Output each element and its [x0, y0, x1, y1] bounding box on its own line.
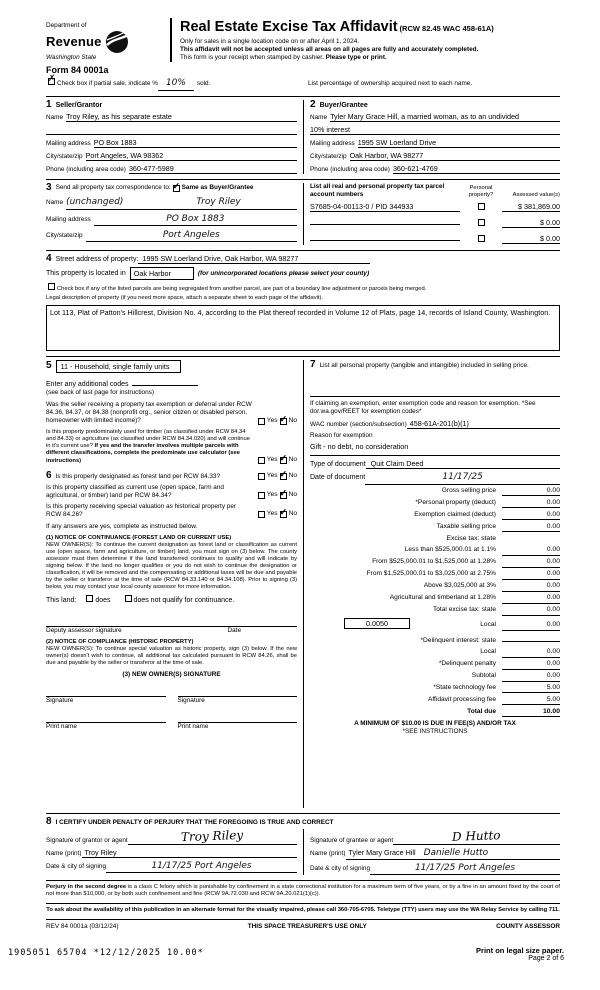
header-note-3-bold: Please type or print. [325, 54, 387, 62]
buyer-city-field: Oak Harbor, WA 98277 [350, 151, 560, 161]
tax-row-value: 0.00 [502, 570, 560, 579]
notice-compliance-heading: (2) NOTICE OF COMPLIANCE (HISTORIC PROPERTY) [46, 638, 194, 645]
personal-property-list-row [310, 360, 560, 370]
notice-continuance-paragraph: NEW OWNER(S): To continue the current designation as forest land or classification as current use (open space, farm and agriculture, or timber) land, you must sign on (3) below. The county assessor must then determine if the land transferred continues to qualify and will indicate by signing below. If the land no longer qualifies or you do not wish to continue the designation or classification, it will be removed and the compensating or additional taxes will be due and payable by the seller or transferor at the time of sale (RCW 84.33.140 or 84.34.108). Prior to signing (3) below, you may contact your local county assessor for more information. [46, 541, 297, 590]
perjury-text: is a class C felony which is punishable by confinement in a state correctional institution for a maximum term of five years, or by a fine in an amount fixed by the court of not more than $10,000, or by both such confinement and fine (RCW 9A.72.030 and RCW 9A.20.021(1)(c)). [46, 884, 560, 898]
certification-section [46, 813, 560, 876]
no-label: No [288, 417, 297, 425]
county-assessor-label: COUNTY ASSESSOR [496, 923, 560, 931]
owner-signature-line [178, 688, 298, 697]
assessed-value-field: $ 381,869.00 [502, 202, 560, 212]
yes-label: Yes [266, 472, 278, 480]
washington-state-text: Washington State [46, 54, 97, 61]
timber-agriculture-question [46, 429, 297, 464]
parcel-row [310, 202, 560, 213]
see-instructions-note: *SEE INSTRUCTIONS [402, 728, 468, 736]
buyer-mailing-field: 1995 SW Loerland Drive [358, 138, 560, 148]
tax-row-label: Agricultural and timberland at 1.28% [389, 594, 496, 602]
assessed-value-field: $ 0.00 [502, 234, 560, 244]
grantee-print-name-label: Name (print) [310, 849, 346, 857]
wac-number-field: 458-61A-201(b)(1) [407, 419, 560, 429]
treasurer-stamp: 1905051 65704 *12/12/2025 10.00* [8, 948, 204, 958]
tax-row [310, 523, 560, 532]
grantee-print-name-hand: Danielle Hutto [423, 847, 489, 858]
grantor-print-name-field: Troy Riley [82, 848, 297, 858]
yes-checkbox [258, 418, 265, 425]
local-2-value: 0.00 [502, 648, 560, 657]
minimum-due-note: A MINIMUM OF $10.00 IS DUE IN FEE(S) AND/OR TAX [354, 720, 516, 728]
tax-row-value: 0.00 [502, 672, 560, 681]
perjury-notice [46, 880, 560, 898]
owner-print-name-line [46, 714, 166, 723]
tax-row-label: *State technology fee [433, 684, 496, 691]
question-text: Was the seller receiving a property tax exemption or deferral under RCW 84.36, 84.37, or 84.38 (nonprofit org., senior citizen or disabled person, homeowner with limited income)? [46, 401, 252, 425]
yes-no-choice [256, 452, 297, 464]
additional-codes-label: Enter any additional codes [46, 380, 129, 388]
tax-row-label: Above $3,025,000 at 3% [423, 582, 496, 590]
deputy-signature-line [46, 618, 297, 627]
no-label: No [288, 491, 297, 499]
grantor-date-city-field: 11/17/25 Port Angeles [106, 861, 297, 873]
question-normal: Is this property predominately used for timber (as classified under RCW 84.34 and 84.33) or agriculture (as classified under RCW 84.34.020) and will continue in it's current use? [46, 429, 250, 450]
seller-phone-label: Phone (including area code) [46, 166, 126, 174]
wac-number-label: WAC number (section/subsection) [310, 420, 407, 428]
tax-row-value: 0.00 [502, 546, 560, 555]
tax-row [310, 487, 560, 496]
correspondence-mailing-label: Mailing address [46, 215, 91, 223]
if-yes-note: If any answers are yes, complete as instructed below. [46, 522, 198, 530]
same-as-buyer-checkbox [172, 180, 181, 192]
seller-city-label: City/state/zip [46, 153, 83, 161]
no-label: No [288, 510, 297, 518]
owner-print-name-line [178, 714, 298, 723]
tax-row [310, 582, 560, 591]
buyer-name-field-2: 10% interest [310, 125, 560, 135]
owner-signature-labels [46, 697, 297, 705]
tax-row-value: 0.00 [502, 487, 560, 496]
dept-of-text: Department of [46, 22, 87, 29]
does-label: does [95, 597, 111, 605]
buyer-name-label: Name [310, 114, 328, 122]
owner-print-name-lines [46, 714, 297, 723]
local-2-label: Local [480, 648, 496, 656]
personal-property-blank-area [310, 370, 560, 396]
tax-row [310, 684, 560, 693]
personal-property-checkbox [478, 219, 485, 226]
tax-row-label: *Personal property (deduct) [415, 498, 496, 506]
tax-row-label: From $525,000.01 to $1,525,000 at 1.28% [372, 558, 496, 566]
tax-row-label: *Delinquent penalty [438, 660, 496, 668]
tax-row-label: Total excise tax: state [432, 606, 496, 614]
tax-row [310, 570, 560, 579]
partial-sale-row [46, 74, 560, 90]
tax-row-value: 5.00 [502, 684, 560, 693]
see-back-note: (see back of last page for instructions) [46, 389, 154, 397]
no-checkbox [279, 468, 288, 480]
seller-heading: Seller/Grantor [55, 101, 103, 109]
header-note-2: This affidavit will not be accepted unless all areas on all pages are fully and accurately completed. [180, 46, 479, 54]
additional-codes-field [132, 377, 198, 386]
personal-property-cell [460, 235, 502, 245]
local-2-row [310, 648, 560, 657]
no-label: No [288, 472, 297, 480]
grantor-date-city-label: Date & city of signing [46, 862, 107, 870]
page-number: Page 2 of 6 [528, 955, 564, 963]
tax-row-value: 0.00 [502, 660, 560, 669]
header-note-1: Only for sales in a single location code on or after April 1, 2024. [180, 38, 360, 46]
yes-no-choice [256, 506, 297, 518]
grantee-signature-label: Signature of grantee or agent [310, 836, 394, 844]
local-label: Local [480, 621, 496, 629]
signature-label: Signature [46, 697, 74, 705]
yes-label: Yes [266, 510, 278, 518]
seller-city-field: Port Angeles, WA 98362 [86, 151, 297, 161]
delinquent-interest-value [502, 633, 560, 642]
personal-property-cell [460, 219, 502, 229]
current-use-question [46, 484, 297, 500]
forest-land-question [46, 468, 297, 481]
buyer-section [303, 100, 560, 175]
total-due-value: 10.00 [502, 708, 560, 717]
tax-row-label: Exemption claimed (deduct) [414, 510, 496, 518]
tax-row-label: Less than $525,000.01 at 1.1% [404, 546, 496, 554]
personal-property-list-label: List all personal property (tangible and intangible) included in selling price. [319, 361, 529, 369]
street-address-field: 1995 SW Loerland Drive, Oak Harbor, WA 98277 [138, 254, 370, 264]
correspondence-name-label: Name [46, 199, 64, 207]
tax-row [310, 672, 560, 681]
tax-row [310, 594, 560, 603]
buyer-mailing-label: Mailing address [310, 140, 355, 148]
dor-logo-block [46, 18, 164, 62]
segregated-checkbox [48, 283, 55, 290]
seller-name-field: Troy Riley, as his separate estate [66, 112, 297, 122]
parcel-number-field [310, 216, 460, 225]
grantee-print-name-line [346, 848, 560, 860]
section-7-number: 7 [310, 358, 316, 370]
yes-no-choice [256, 413, 297, 425]
page-title: Real Estate Excise Tax Affidavit [180, 19, 398, 35]
grantee-print-name-field: Tyler Mary Grace Hill [348, 847, 416, 857]
no-check-mark: ✓ [279, 487, 288, 498]
historic-property-question [46, 503, 297, 519]
parcel-table-header [310, 183, 560, 199]
exemption-note: If claiming an exemption, enter exemption code and reason for exemption. *See dor.wa.gov/REET for exemption codes* [310, 396, 560, 416]
local-tax-row [310, 618, 560, 630]
correspondence-city-label: City/state/zip [46, 231, 83, 239]
section-6-number: 6 [46, 469, 52, 481]
use-and-tax-section [46, 356, 560, 808]
reason-for-exemption-value: Gift - no debt, no consideration [310, 441, 409, 451]
tax-row [310, 696, 560, 705]
no-checkbox [279, 487, 288, 499]
grantor-signature-line [128, 829, 297, 845]
tax-row-value: 5.00 [502, 696, 560, 705]
assessed-value-field: $ 0.00 [502, 218, 560, 228]
parcel-number-field [310, 232, 460, 241]
grantor-print-name-label: Name (print) [46, 849, 82, 857]
buyer-heading: Buyer/Grantee [319, 101, 368, 109]
correspondence-mailing-hand: PO Box 1883 [94, 214, 297, 226]
partial-sale-percent-field: 10% [158, 78, 194, 90]
local-value: 0.00 [502, 621, 560, 630]
perjury-lead: Perjury in the second degree [46, 884, 127, 890]
revenue-wordmark: Revenue [46, 33, 102, 49]
same-as-buyer-check-mark: ✓ [172, 180, 181, 191]
treasurer-use-label: THIS SPACE TREASURER'S USE ONLY [247, 923, 367, 931]
property-section [46, 250, 560, 351]
right-column [303, 360, 560, 808]
no-check-mark: ✓ [279, 506, 288, 517]
grantee-signature-block [303, 829, 560, 876]
buyer-phone-field: 360-621-4769 [393, 164, 560, 174]
unincorporated-note: (for unincorporated locations please select your county) [197, 269, 370, 277]
personal-property-col-header: Personal property? [468, 185, 494, 199]
seller-section [46, 100, 303, 175]
section-3-number: 3 [46, 182, 52, 194]
tax-row-value: 0.00 [502, 594, 560, 603]
type-of-document-label: Type of document [310, 460, 366, 468]
title-rcw: (RCW 82.45 WAC 458-61A) [399, 24, 494, 33]
date-of-document-field: 11/17/25 [365, 472, 560, 484]
revenue-swirl-logo-icon [105, 30, 129, 54]
grantor-signature: Troy Riley [181, 827, 244, 844]
land-use-code-box: 11 - Household, single family units [56, 360, 181, 373]
personal-property-checkbox [478, 203, 485, 210]
correspondence-city-hand: Port Angeles [86, 230, 297, 242]
question-text [46, 429, 252, 464]
question-bold: If yes and the transfer involves multiple parcels with different classifications, complete the predominate use calculator (see instructions) [46, 443, 240, 464]
question-text: Is this property designated as forest land per RCW 84.33? [55, 472, 221, 480]
date-label: Date [227, 626, 241, 634]
local-rate-box: 0.0050 [344, 618, 410, 629]
buyer-city-label: City/state/zip [310, 153, 347, 161]
certification-heading: I CERTIFY UNDER PENALTY OF PERJURY THAT THE FOREGOING IS TRUE AND CORRECT [55, 818, 334, 826]
form-header [46, 18, 560, 62]
yes-checkbox [258, 511, 265, 518]
land-qualify-row [46, 595, 297, 606]
question-text: Is this property classified as current use (open space, farm and agricultural, or timber) land per RCW 84.34? [46, 483, 224, 499]
no-checkbox [279, 413, 288, 425]
parcel-row [310, 232, 560, 245]
parcel-number-field: S7685-04-00113-0 / PID 344933 [310, 202, 460, 212]
legal-description-box [46, 305, 560, 351]
correspondence-parcel-section [46, 179, 560, 244]
alternate-format-notice: To ask about the availability of this publication in an alternate format for the visually impaired, please call 360-705-6705. Teletype (TTY) users may use the WA Relay Service by calling 711. [46, 903, 560, 914]
tax-row-value: 0.00 [502, 511, 560, 520]
tax-row-value: 0.00 [502, 582, 560, 591]
parcel-table [303, 183, 560, 244]
does-not-checkbox [125, 595, 132, 602]
tax-row [310, 511, 560, 520]
assessed-value-col-header: Assessed value(s) [512, 192, 560, 199]
correspondence-name-hand-2: Troy Riley [140, 197, 297, 209]
yes-no-choice [256, 487, 297, 499]
this-land-label: This land: [46, 597, 77, 605]
tax-row-label: Gross selling price [441, 487, 496, 494]
located-in-field: Oak Harbor [130, 267, 194, 280]
deputy-assessor-label: Deputy assessor signature [46, 626, 122, 634]
section-1-number: 1 [46, 98, 52, 110]
section-2-number: 2 [310, 98, 316, 110]
tax-row-value: 0.00 [502, 523, 560, 532]
section-4-number: 4 [46, 252, 52, 264]
tax-row-value: 0.00 [502, 499, 560, 508]
seller-phone-field: 360-477-5989 [129, 164, 297, 174]
section-8-number: 8 [46, 815, 52, 827]
tax-row-label: From $1,525,000.01 to $3,025,000 at 2.75% [366, 570, 496, 578]
type-of-document-field: Quit Claim Deed [366, 459, 560, 469]
notice-compliance-paragraph: NEW OWNER(S): To continue special valuation as historic property, sign (3) below. If the new owner(s) doesn't wish to continue, all additional tax calculated pursuant to RCW 84.26, shall be due and payable by the seller or transferor at the time of sale. [46, 645, 297, 666]
new-owner-signature-heading: (3) NEW OWNER(S) SIGNATURE [122, 671, 221, 679]
buyer-name-field: Tyler Mary Grace Hill, a married woman, as to an undivided [330, 112, 560, 122]
total-due-row [310, 708, 560, 717]
segregated-label: Check box if any of the listed parcels are being segregated from another parcel, are part of a boundary line adjustment or parcels being merged. [57, 286, 427, 293]
tax-row [310, 546, 560, 555]
print-note: Print on legal size paper. [476, 946, 564, 955]
grantee-signature-line [393, 829, 560, 845]
personal-property-checkbox [478, 235, 485, 242]
yes-label: Yes [266, 417, 278, 425]
section-5-number: 5 [46, 360, 52, 371]
grantee-date-city-label: Date & city of signing [310, 864, 371, 872]
signature-label: Signature [177, 697, 205, 705]
excise-tax-state-heading: Excise tax: state [446, 535, 496, 543]
partial-sale-mark: ✗ [48, 74, 56, 85]
partial-sale-suffix: sold. [196, 80, 211, 88]
grantee-signature: D Hutto [452, 827, 502, 844]
question-text: Is this property receiving special valuation as historical property per RCW 84.26? [46, 502, 237, 518]
personal-property-cell [460, 203, 502, 213]
seller-name-label: Name [46, 114, 64, 122]
does-checkbox [86, 595, 93, 602]
total-due-label: Total due [467, 707, 496, 715]
yes-checkbox [258, 473, 265, 480]
yes-label: Yes [266, 491, 278, 499]
parcel-col-header: List all real and personal property tax parcel account numbers [310, 183, 445, 199]
deputy-signature-labels [46, 627, 297, 635]
rev-number: REV 84 0001a (03/12/24) [46, 923, 119, 931]
grantor-signature-label: Signature of grantor or agent [46, 836, 128, 844]
legal-description-text: Lot 113, Plat of Patton's Hillcrest, Division No. 4, according to the Plat thereof recorded in Volume 12 of Plats, page 14, records of Island County, Washington. [50, 307, 551, 317]
tax-row-value: 0.00 [502, 606, 560, 615]
tax-row-value: 0.00 [502, 558, 560, 567]
print-name-label: Print name [46, 723, 77, 731]
ownership-note: List percentage of ownership acquired next to each name. [308, 80, 473, 88]
left-column [46, 360, 303, 808]
tax-row-label: Affidavit processing fee [427, 695, 496, 703]
yes-label: Yes [266, 456, 278, 464]
tax-row [310, 558, 560, 567]
seller-mailing-label: Mailing address [46, 140, 91, 148]
print-name-label: Print name [177, 723, 209, 731]
form-number: Form 84 0001a [46, 65, 109, 76]
header-note-3: This form is your receipt when stamped by cashier. [180, 54, 324, 62]
buyer-phone-label: Phone (including area code) [310, 166, 390, 174]
delinquent-interest-label: *Delinquent interest: state [420, 637, 496, 645]
bottom-row [46, 919, 560, 931]
yes-checkbox [258, 457, 265, 464]
seller-mailing-field: PO Box 1883 [94, 138, 297, 148]
no-checkbox [279, 452, 288, 464]
no-checkbox [279, 506, 288, 518]
reason-for-exemption-label: Reason for exemption [310, 431, 373, 439]
no-label: No [288, 456, 297, 464]
delinquent-interest-row [310, 633, 560, 645]
tax-row [310, 499, 560, 508]
correspondence-label: Send all property tax correspondence to: [55, 184, 171, 192]
no-check-mark: ✓ [279, 468, 288, 479]
owner-print-name-labels [46, 723, 297, 731]
tax-row-label: Taxable selling price [436, 522, 496, 530]
correspondence-name-hand-1: (unchanged) [66, 197, 140, 209]
owner-signature-line [46, 688, 166, 697]
divider [310, 455, 560, 456]
tax-row [310, 606, 560, 615]
seller-name-blank-line [46, 125, 297, 135]
same-as-buyer-label: Same as Buyer/Grantee [181, 184, 254, 192]
date-of-document-label: Date of document [310, 474, 366, 482]
print-note-block [476, 946, 564, 964]
yes-checkbox [258, 492, 265, 499]
legal-description-label: Legal description of property (if you need more space, attach a separate sheet to each page of the affidavit). [46, 295, 324, 302]
yes-no-choice [256, 468, 297, 480]
title-block [170, 18, 560, 62]
grantee-date-city-field: 11/17/25 Port Angeles [370, 863, 560, 875]
located-in-label: This property is located in [46, 269, 126, 277]
street-address-label: Street address of property: [55, 255, 139, 263]
tax-row-label: Subtotal [471, 672, 496, 680]
parcel-row [310, 216, 560, 229]
correspondence-block [46, 180, 303, 244]
partial-sale-label: Check box if partial sale, indicate % [57, 80, 158, 88]
no-check-mark: ✓ [279, 413, 288, 424]
exemption-deferral-question [46, 401, 297, 425]
notice-continuance-heading: (1) NOTICE OF CONTINUANCE (FOREST LAND OR CURRENT USE) [46, 534, 232, 541]
seller-buyer-section [46, 96, 560, 175]
partial-sale-checkbox [48, 74, 56, 85]
grantor-signature-block [46, 829, 303, 876]
does-not-label: does not qualify for continuance. [133, 597, 235, 605]
owner-signature-lines [46, 688, 297, 697]
tax-row [310, 660, 560, 669]
no-check-mark: ✓ [279, 452, 288, 463]
